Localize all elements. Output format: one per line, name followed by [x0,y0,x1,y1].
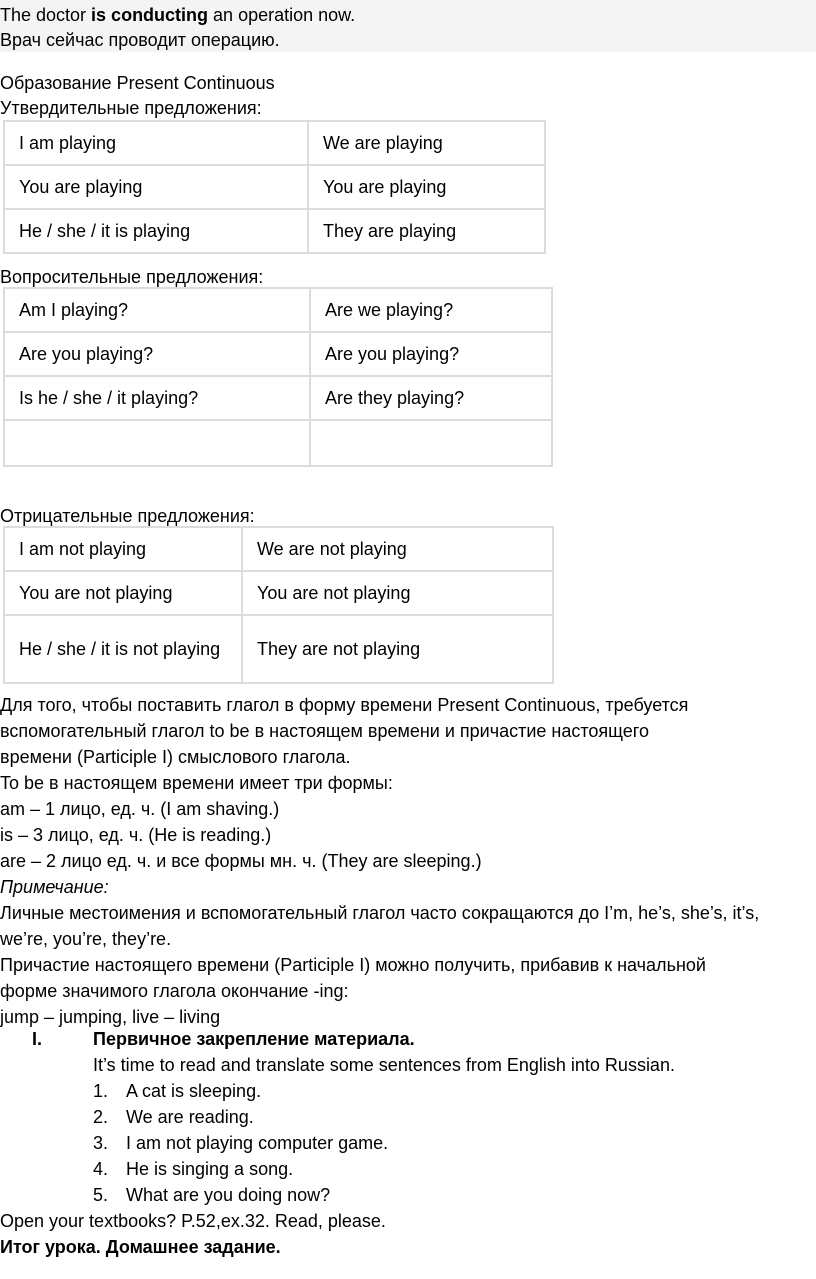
table-row [4,615,553,683]
table-row [4,571,553,615]
section-title: Первичное закрепление материала. [93,1029,415,1049]
table-cell: Am I playing? [4,288,310,332]
table-cell: Are you playing? [4,332,310,376]
table-row [4,121,545,165]
negative-table [3,526,554,684]
text-line: Причастие настоящего времени (Participle I) можно получить, прибавив к начальной [0,955,706,975]
note-label: Примечание: [0,877,109,897]
table-row [4,527,553,571]
affirmative-heading: Утвердительные предложения: [0,98,262,118]
text-line: Для того, чтобы поставить глагол в форму времени Present Continuous, требуется [0,695,689,715]
text-line: am – 1 лицо, ед. ч. (I am shaving.) [0,799,280,819]
affirmative-table [3,120,546,254]
table-cell: You are not playing [242,571,553,615]
table-cell: We are not playing [242,527,553,571]
lesson-summary: Итог урока. Домашнее задание. [0,1237,281,1257]
list-number: 5. [93,1185,109,1205]
text-line: jump – jumping, live – living [0,1007,221,1027]
table-cell: They are playing [308,209,545,253]
interrogative-table [3,287,553,467]
section-intro: It’s time to read and translate some sentences from English into Russian. [93,1055,675,1075]
table-row [4,165,545,209]
list-text: A cat is sleeping. [126,1081,262,1101]
textbook-instruction: Open your textbooks? P.52,ex.32. Read, please. [0,1211,386,1231]
text-line: времени (Participle I) смыслового глагола. [0,747,351,767]
table-row [4,288,552,332]
table-row [4,209,545,253]
list-text: We are reading. [126,1107,254,1127]
list-item [93,1182,388,1208]
text-line: вспомогательный глагол to be в настоящем времени и причастие настоящего [0,721,649,741]
text-line: Личные местоимения и вспомогательный глагол часто сокращаются до I’m, he’s, she’s, it’s, [0,903,760,923]
list-text: What are you doing now? [126,1185,331,1205]
text-line: is – 3 лицо, ед. ч. (He is reading.) [0,825,272,845]
list-item [93,1078,388,1104]
interrogative-heading: Вопросительные предложения: [0,267,264,287]
formation-title: Образование Present Continuous [0,73,275,93]
list-number: 2. [93,1107,109,1127]
table-cell: You are not playing [4,571,242,615]
exercise-list [93,1078,388,1208]
list-item [93,1156,388,1182]
example-translation: Врач сейчас проводит операцию. [0,30,280,50]
table-cell: Are you playing? [310,332,552,376]
section-number: I. [32,1029,43,1049]
table-cell: You are playing [308,165,545,209]
table-cell: Is he / she / it playing? [4,376,310,420]
text-line: are – 2 лицо ед. ч. и все формы мн. ч. (They are sleeping.) [0,851,482,871]
table-cell: I am playing [4,121,308,165]
table-cell [310,420,552,466]
list-text: He is singing a song. [126,1159,294,1179]
table-cell [4,420,310,466]
example-sentence-end: an operation now. [208,5,356,25]
negative-heading: Отрицательные предложения: [0,506,255,526]
list-number: 3. [93,1133,109,1153]
list-text: I am not playing computer game. [126,1133,389,1153]
example-sentence-start: The doctor [0,5,92,25]
table-cell: He / she / it is not playing [4,615,242,683]
text-line: форме значимого глагола окончание -ing: [0,981,349,1001]
example-verb-bold: is conducting [91,5,209,25]
table-row [4,332,552,376]
table-row [4,376,552,420]
table-cell: They are not playing [242,615,553,683]
list-item [93,1104,388,1130]
table-cell: Are they playing? [310,376,552,420]
table-row-empty [4,420,552,466]
text-line: To be в настоящем времени имеет три формы: [0,773,393,793]
grammar-explanation [0,692,816,1030]
list-item [93,1130,388,1156]
table-cell: Are we playing? [310,288,552,332]
table-cell: We are playing [308,121,545,165]
example-sentence [0,2,355,28]
table-cell: I am not playing [4,527,242,571]
table-cell: He / she / it is playing [4,209,308,253]
table-cell: You are playing [4,165,308,209]
list-number: 1. [93,1081,109,1101]
list-number: 4. [93,1159,109,1179]
text-line: we’re, you’re, they’re. [0,929,172,949]
